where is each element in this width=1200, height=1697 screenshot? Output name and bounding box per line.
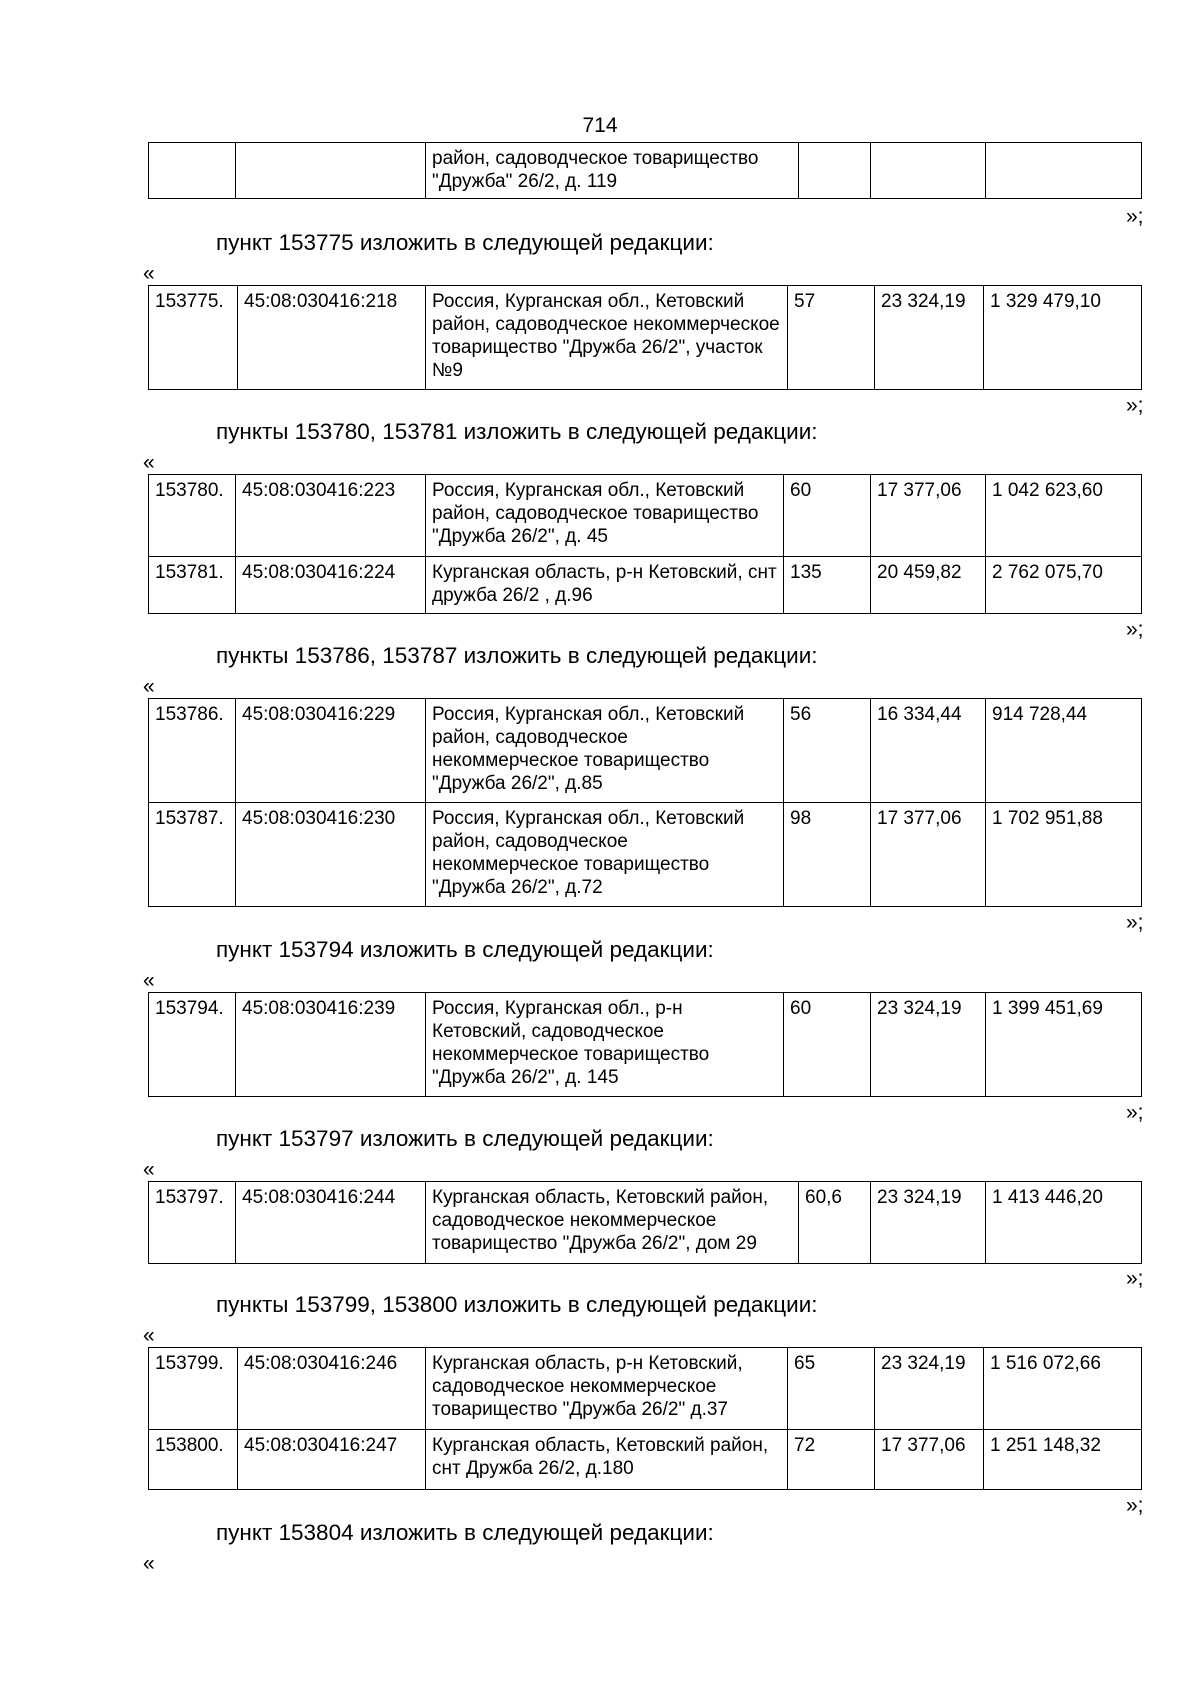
table-row — [149, 286, 1142, 390]
section-heading: пункт 153775 изложить в следующей редакции: — [216, 230, 714, 255]
fragment-table — [148, 142, 1142, 199]
cell-num: 153797. — [149, 1182, 236, 1264]
closing-quote: »; — [1126, 1494, 1144, 1517]
cell-num: 153781. — [149, 557, 236, 614]
cell-num: 153775. — [149, 286, 238, 390]
section-heading: пункт 153794 изложить в следующей редакции: — [216, 937, 714, 962]
cell-price: 23 324,19 — [871, 1182, 986, 1264]
table-row — [149, 143, 1142, 199]
section-heading: пункты 153786, 153787 изложить в следующей редакции: — [216, 643, 818, 668]
cell-cadastral: 45:08:030416:239 — [236, 993, 426, 1097]
table-row — [149, 1430, 1142, 1490]
cell-price: 16 334,44 — [871, 699, 986, 803]
closing-quote: »; — [1126, 911, 1144, 934]
cell-price: 23 324,19 — [875, 1348, 984, 1430]
table-row — [149, 699, 1142, 803]
cell-area: 72 — [788, 1430, 875, 1490]
cell-num: 153794. — [149, 993, 236, 1097]
closing-quote: »; — [1126, 205, 1144, 228]
data-table — [148, 1181, 1142, 1264]
closing-quote: »; — [1126, 394, 1144, 417]
cell-area: 98 — [784, 803, 871, 907]
cell-cadastral: 45:08:030416:229 — [236, 699, 426, 803]
data-table — [148, 992, 1142, 1097]
cell-price — [871, 143, 986, 199]
cell-price: 20 459,82 — [871, 557, 986, 614]
cell-address: Курганская область, Кетовский район, садоводческое некоммерческое товарищество "Дружба 26/2", дом 29 — [426, 1182, 799, 1264]
table-row — [149, 803, 1142, 907]
cell-price: 23 324,19 — [871, 993, 986, 1097]
cell-num — [149, 143, 236, 199]
cell-value: 1 042 623,60 — [986, 475, 1142, 557]
cell-num: 153780. — [149, 475, 236, 557]
cell-price: 23 324,19 — [875, 286, 984, 390]
cell-area: 56 — [784, 699, 871, 803]
cell-value: 1 413 446,20 — [986, 1182, 1142, 1264]
opening-quote: « — [143, 451, 155, 474]
table-row — [149, 1182, 1142, 1264]
cell-price: 17 377,06 — [871, 803, 986, 907]
cell-cadastral — [236, 143, 426, 199]
cell-num: 153799. — [149, 1348, 238, 1430]
closing-quote: »; — [1126, 1101, 1144, 1124]
data-table — [148, 698, 1142, 907]
cell-area: 60 — [784, 475, 871, 557]
cell-cadastral: 45:08:030416:247 — [238, 1430, 426, 1490]
cell-value: 914 728,44 — [986, 699, 1142, 803]
cell-num: 153787. — [149, 803, 236, 907]
cell-area: 57 — [788, 286, 875, 390]
cell-value: 1 329 479,10 — [984, 286, 1142, 390]
cell-address: Курганская область, р-н Кетовский, садоводческое некоммерческое товарищество "Дружба 26/2" д.37 — [426, 1348, 788, 1430]
cell-cadastral: 45:08:030416:246 — [238, 1348, 426, 1430]
cell-address: Россия, Курганская обл., Кетовский район, садоводческое товарищество "Дружба 26/2", д. 45 — [426, 475, 784, 557]
table-row — [149, 1348, 1142, 1430]
cell-area — [799, 143, 871, 199]
table-row — [149, 557, 1142, 614]
data-table — [148, 474, 1142, 614]
cell-address: Россия, Курганская обл., Кетовский район, садоводческое некоммерческое товарищество "Дружба 26/2", участок №9 — [426, 286, 788, 390]
cell-area: 60,6 — [799, 1182, 871, 1264]
cell-address: район, садоводческое товарищество "Дружба" 26/2, д. 119 — [426, 143, 799, 199]
cell-area: 60 — [784, 993, 871, 1097]
section-heading: пункт 153797 изложить в следующей редакции: — [216, 1126, 714, 1151]
cell-address: Курганская область, р-н Кетовский, снт дружба 26/2 , д.96 — [426, 557, 784, 614]
opening-quote: « — [143, 1552, 155, 1575]
cell-value — [986, 143, 1142, 199]
section-heading: пункты 153780, 153781 изложить в следующей редакции: — [216, 419, 818, 444]
opening-quote: « — [143, 1324, 155, 1347]
cell-value: 1 516 072,66 — [984, 1348, 1142, 1430]
cell-area: 135 — [784, 557, 871, 614]
cell-price: 17 377,06 — [875, 1430, 984, 1490]
cell-value: 1 702 951,88 — [986, 803, 1142, 907]
cell-num: 153786. — [149, 699, 236, 803]
opening-quote: « — [143, 675, 155, 698]
cell-cadastral: 45:08:030416:223 — [236, 475, 426, 557]
cell-num: 153800. — [149, 1430, 238, 1490]
section-heading: пункты 153799, 153800 изложить в следующей редакции: — [216, 1292, 818, 1317]
opening-quote: « — [143, 262, 155, 285]
cell-value: 1 399 451,69 — [986, 993, 1142, 1097]
cell-address: Курганская область, Кетовский район, снт Дружба 26/2, д.180 — [426, 1430, 788, 1490]
cell-area: 65 — [788, 1348, 875, 1430]
cell-address: Россия, Курганская обл., Кетовский район, садоводческое некоммерческое товарищество "Дружба 26/2", д.72 — [426, 803, 784, 907]
cell-price: 17 377,06 — [871, 475, 986, 557]
cell-address: Россия, Курганская обл., р-н Кетовский, садоводческое некоммерческое товарищество "Дружба 26/2", д. 145 — [426, 993, 784, 1097]
closing-quote: »; — [1126, 618, 1144, 641]
data-table — [148, 1347, 1142, 1490]
cell-value: 2 762 075,70 — [986, 557, 1142, 614]
cell-value: 1 251 148,32 — [984, 1430, 1142, 1490]
data-table — [148, 285, 1142, 390]
cell-address: Россия, Курганская обл., Кетовский район, садоводческое некоммерческое товарищество "Дружба 26/2", д.85 — [426, 699, 784, 803]
section-heading: пункт 153804 изложить в следующей редакции: — [216, 1520, 714, 1545]
cell-cadastral: 45:08:030416:244 — [236, 1182, 426, 1264]
page-number: 714 — [582, 114, 618, 137]
cell-cadastral: 45:08:030416:218 — [238, 286, 426, 390]
opening-quote: « — [143, 969, 155, 992]
table-row — [149, 993, 1142, 1097]
opening-quote: « — [143, 1158, 155, 1181]
cell-cadastral: 45:08:030416:224 — [236, 557, 426, 614]
cell-cadastral: 45:08:030416:230 — [236, 803, 426, 907]
table-row — [149, 475, 1142, 557]
closing-quote: »; — [1126, 1267, 1144, 1290]
